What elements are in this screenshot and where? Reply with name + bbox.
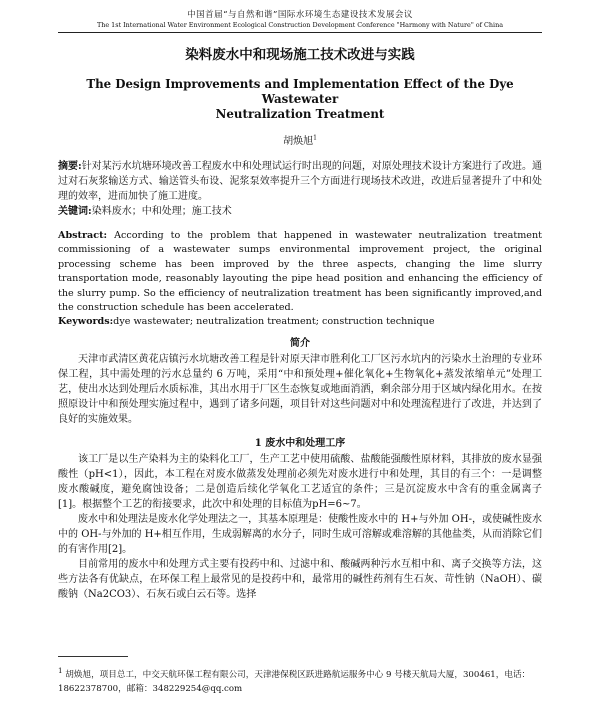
abstract-cn-text: 针对某污水坑塘环境改善工程废水中和处理试运行时出现的问题，对原处理技术设计方案进行了改进。通过对石灰浆输送方式、输送管头布设、泥浆泵效率提升三个方面进行现场技术改进，改进后显著提升了中和处理的效率，进而加快了施工进度。	[58, 161, 543, 202]
keywords-en-label: Keywords:	[58, 316, 114, 328]
keywords-cn	[58, 204, 542, 219]
title-cn: 染料废水中和现场施工技术改进与实践	[185, 47, 415, 63]
footnote-text: 胡焕旭，项目总工，中交天航环保工程有限公司，天津港保税区跃进路航运服务中心 9 号楼天航局大厦，300461，电话：18622378700，邮箱：348229254@qq.com	[58, 669, 531, 694]
conference-header-en: The 1st International Water Environment Ecological Construction Development Conference "Harmony with Nature" of China	[96, 21, 504, 29]
footnote	[58, 664, 542, 696]
header-rule	[58, 32, 542, 33]
footnote-rule	[58, 656, 128, 657]
section1-heading: 1 废水中和处理工序	[254, 437, 346, 449]
abstract-cn	[58, 159, 542, 204]
intro-paragraph: 天津市武清区黄花店镇污水坑塘改善工程是针对原天津市胜利化工厂区污水坑内的污染水土治理的专业环保工程，其中需处理的污水总量约 6 万吨，采用“中和预处理+催化氧化+生物氧化+蒸发浓缩单元”处理工艺，使出水达到处理后水质标准，其出水用于厂区生态恢复或地面消洒，剩余部分用于区域内绿化用水。在按照原设计中和预处理实施过程中，遇到了诸多问题，项目针对这些问题对中和处理流程进行了改进，并达到了良好的实施效果。	[58, 353, 542, 425]
section1-paragraph-1: 该工厂是以生产染料为主的染料化工厂，生产工艺中使用硫酸、盐酸能强酸性原材料，其排放的废水显强酸性（pH<1），因此，本工程在对废水做蒸发处理前必须先对废水进行中和处理，其目的有三个：一是调整废水酸碱度，避免腐蚀设备；二是创造后续化学氧化工艺适宜的条件；三是沉淀废水中含有的重金属离子[1]。根据整个工艺的衔接要求，此次中和处理的目标值为pH=6~7。	[58, 453, 542, 510]
title-en-line2: Neutralization Treatment	[215, 107, 385, 121]
intro-heading: 简介	[290, 337, 310, 349]
conference-header-cn: 中国首届“与自然和谐”国际水环境生态建设技术发展会议	[187, 10, 413, 20]
abstract-en-text: According to the problem that happened in wastewater neutralization treatment commissioning of a wastewater sumps environmental improvement project, the original processing scheme has been improved by the three aspects, changing the lime slurry transportation mode, reasonably layouting the pipe head position and enhancing the efficiency of the slurry pump. So the efficiency of neutralization treatment has been significantly improved,and the construction schedule has been accelerated.	[58, 230, 542, 314]
author-name: 胡焕旭	[283, 136, 314, 147]
abstract-en	[58, 229, 542, 315]
keywords-en-text: dye wastewater; neutralization treatment; construction technique	[113, 316, 435, 328]
section1-paragraph-2: 废水中和处理法是废水化学处理法之一，其基本原理是：使酸性废水中的 H+与外加 OH-，或使碱性废水中的 OH-与外加的 H+相互作用，生成弱解离的水分子，同时生成可溶解或难溶解的其他盐类，从而消除它们的有害作用[2]。	[58, 513, 542, 555]
keywords-cn-text: 染料废水；中和处理；施工技术	[91, 206, 232, 217]
keywords-en	[58, 315, 542, 329]
author-footnote-mark: 1	[313, 134, 317, 142]
section1-paragraph-3: 目前常用的废水中和处理方式主要有投药中和、过滤中和、酸碱两种污水互相中和、离子交换等方法，这些方法各有优缺点，在环保工程上最常见的是投药中和，最常用的碱性药剂有生石灰、苛性钠（NaOH）、碳酸钠（Na2CO3）、石灰石或白云石等。选择	[58, 558, 542, 600]
footnote-mark: 1	[58, 666, 63, 675]
title-en-line1: The Design Improvements and Implementation Effect of the Dye Wastewater	[86, 77, 514, 106]
abstract-cn-label: 摘要:	[58, 161, 82, 172]
keywords-cn-label: 关键词:	[58, 206, 92, 217]
author	[58, 132, 542, 147]
abstract-en-label: Abstract:	[58, 230, 108, 241]
title-en	[58, 77, 542, 122]
